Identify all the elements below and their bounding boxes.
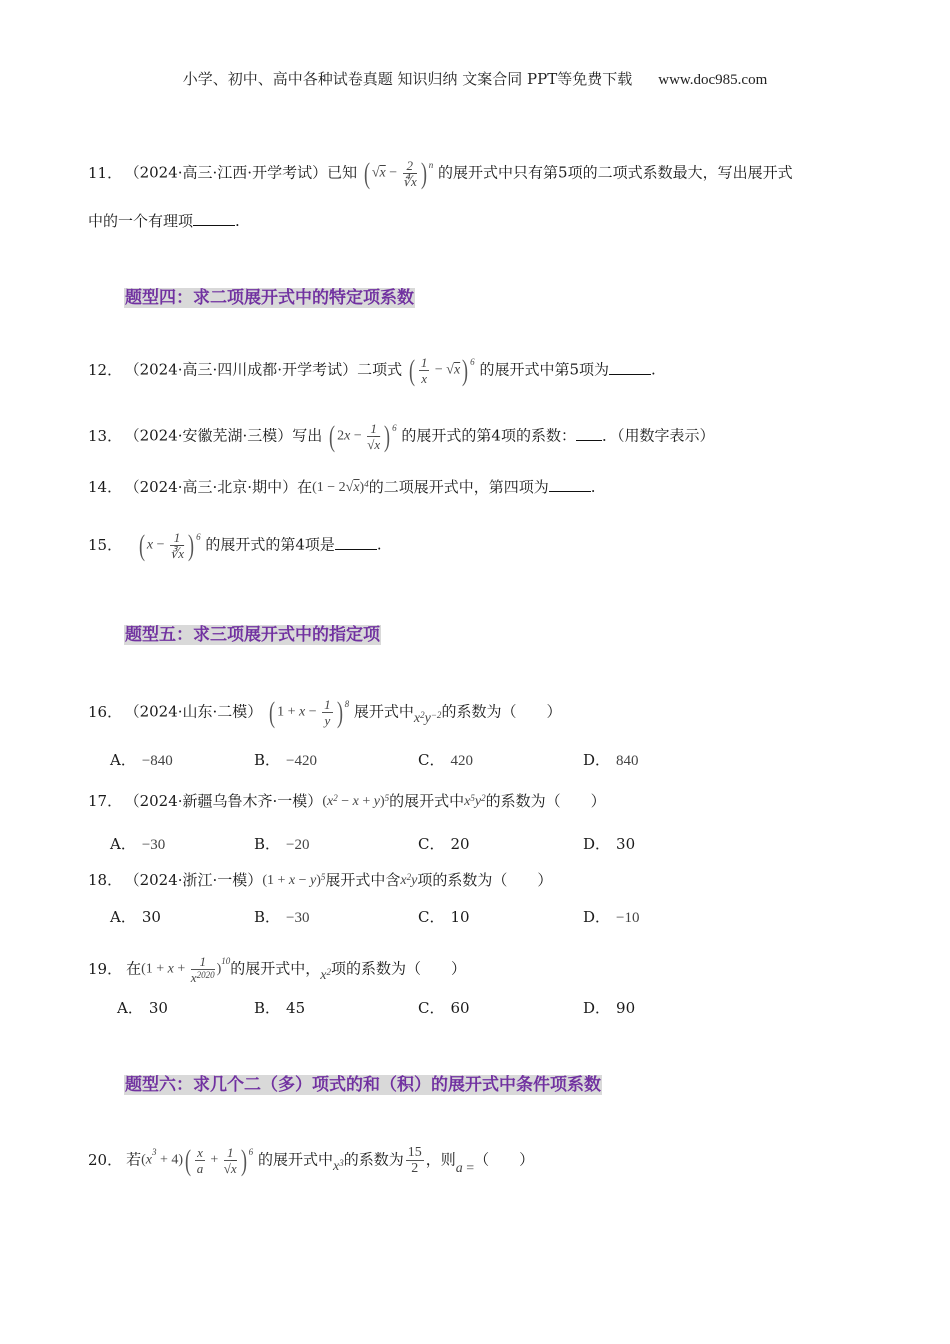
option-label: D． [583, 908, 611, 926]
header-text: 小学、初中、高中各种试卷真题 知识归纳 文案合同 PPT等免费下载 [182, 70, 633, 88]
question-20 [88, 1145, 534, 1176]
option-label: B． [254, 751, 281, 769]
question-13 [88, 421, 714, 452]
heading-text: 题型六：求几个二（多）项式的和（积）的展开式中条件项系数 [125, 1075, 601, 1095]
option-value: 10 [450, 908, 470, 926]
question-text: 展开式中 [353, 702, 414, 721]
option-label: A． [110, 751, 136, 769]
question-end: . [376, 535, 382, 554]
option-value: 420 [450, 753, 473, 769]
question-text: 的展开式中， [230, 959, 321, 978]
math-term: a = [455, 1160, 475, 1176]
question-16 [88, 697, 561, 728]
math-expression: $(x^2 - x + y)^5$ [322, 793, 390, 809]
question-source: 在 [126, 959, 142, 978]
answer-blank[interactable] [193, 211, 235, 226]
option-c[interactable] [418, 749, 473, 770]
question-end: . [235, 212, 240, 230]
question-number: 16． [88, 702, 123, 721]
question-number: 17． [88, 792, 123, 810]
question-source: （2024·山东·二模） [132, 702, 263, 721]
section-heading-4 [124, 283, 415, 308]
answer-blank[interactable] [549, 477, 591, 492]
option-label: A． [117, 999, 143, 1017]
question-source: （2024·高三·北京·期中）在 [132, 478, 313, 496]
option-value: 30 [148, 999, 168, 1017]
math-fraction: $\frac{15}{2}$ [407, 1145, 422, 1176]
question-number: 13． [88, 426, 123, 445]
option-value: 90 [616, 999, 636, 1017]
math-term: $x^5y^2$ [464, 793, 486, 809]
option-label: A． [110, 908, 136, 926]
option-b[interactable] [254, 997, 305, 1018]
page-header [0, 68, 950, 89]
math-term: $x^2y^{-2}$ [413, 709, 442, 726]
option-b[interactable] [254, 833, 310, 854]
option-value: −30 [141, 837, 166, 853]
question-text: 的展开式中 [257, 1150, 333, 1169]
question-number: 14． [88, 478, 123, 496]
math-expression: ( √x − $\frac{2}{∜\overline{x}}$ ) $^n$ [363, 156, 434, 190]
option-value: 30 [616, 835, 636, 853]
option-c[interactable] [418, 906, 470, 927]
question-end: ．（用数字表示） [601, 426, 715, 445]
math-expression: (1 + x + $\frac{1}{x^{2020}}$ )$^{10}$ [141, 954, 231, 985]
option-d[interactable] [583, 906, 640, 927]
question-source: 若 [126, 1150, 142, 1169]
math-expression: ( 2x − $\frac{1}{√x}$ ) $^6$ [329, 419, 397, 453]
question-text: 中的一个有理项 [88, 212, 194, 230]
question-number: 12． [88, 360, 123, 379]
option-c[interactable] [418, 833, 470, 854]
header-site: www.doc985.com [658, 72, 768, 88]
question-11 [88, 158, 793, 189]
question-text: 的展开式中第5项为 [479, 360, 609, 379]
option-value: 60 [450, 999, 470, 1017]
option-a[interactable] [117, 997, 168, 1018]
heading-text: 题型四：求二项展开式中的特定项系数 [125, 288, 414, 308]
question-number: 15． [88, 535, 123, 554]
question-17 [88, 790, 606, 813]
option-label: C． [418, 835, 445, 853]
math-term: $x^2$ [320, 966, 331, 983]
heading-text: 题型五：求三项展开式中的指定项 [125, 625, 380, 645]
math-expression: ( x − $\frac{1}{∛\overline{x}}$ ) $^6$ [138, 528, 201, 562]
section-heading-5 [124, 620, 381, 645]
math-term: $x^2y$ [400, 872, 418, 888]
option-value: 45 [286, 999, 306, 1017]
question-source: （2024·安徽芜湖·三模）写出 [132, 426, 323, 445]
math-expression: $(1 + x - y)^5$ [262, 872, 326, 888]
option-value: −840 [141, 753, 173, 769]
question-text: 的系数为（ ） [441, 702, 562, 721]
answer-blank[interactable] [609, 360, 651, 375]
question-text: 展开式中含 [325, 871, 401, 889]
option-c[interactable] [418, 997, 470, 1018]
section-heading-6 [124, 1070, 602, 1095]
option-d[interactable] [583, 749, 639, 770]
question-text: 项的系数为（ ） [417, 871, 553, 889]
option-value: −10 [616, 910, 640, 926]
option-label: D． [583, 751, 611, 769]
question-18 [88, 869, 552, 892]
question-text: 的系数为 [343, 1150, 404, 1169]
option-d[interactable] [583, 997, 635, 1018]
option-value: −420 [286, 753, 317, 769]
question-text: ，则 [425, 1150, 456, 1169]
answer-blank[interactable] [335, 535, 377, 550]
option-label: A． [110, 835, 136, 853]
option-value: 30 [141, 908, 161, 926]
question-11-line-2 [88, 210, 240, 232]
question-text: 的展开式中只有第5项的二项式系数最大，写出展开式 [438, 163, 793, 182]
option-a[interactable] [110, 906, 161, 927]
math-expression: ( 1 + x − $\frac{1}{y}$ ) $^8$ [269, 695, 350, 729]
question-text: 的展开式中 [389, 792, 465, 810]
math-expression: ( $\frac{1}{x}$ − √x) $^6$ [408, 353, 475, 387]
option-label: C． [418, 908, 445, 926]
math-expression: $(x^3 + 4)$( $\frac{x}{a}$ + $\frac{1}{√x}$ ) $^6$ [141, 1143, 254, 1177]
question-14 [88, 476, 596, 499]
question-source: （2024·高三·四川成都·开学考试）二项式 [132, 360, 403, 379]
option-label: B． [254, 835, 281, 853]
option-a[interactable] [110, 833, 165, 854]
question-source: （2024·高三·江西·开学考试）已知 [132, 163, 358, 182]
math-term: $x^3$ [332, 1157, 344, 1174]
question-text: 的展开式的第4项的系数： [401, 426, 576, 445]
question-text: 的系数为（ ） [485, 792, 606, 810]
option-value: 840 [616, 753, 639, 769]
question-text: （ ） [474, 1150, 535, 1169]
question-end: . [651, 360, 656, 379]
option-label: C． [418, 751, 445, 769]
option-label: D． [583, 835, 611, 853]
option-label: B． [254, 908, 281, 926]
option-label: D． [583, 999, 611, 1017]
option-label: B． [254, 999, 281, 1017]
question-number: 11． [88, 163, 123, 182]
option-b[interactable] [254, 906, 310, 927]
math-expression: $(1 - 2√x)^4$ [312, 479, 369, 495]
question-text: 项的系数为（ ） [330, 959, 466, 978]
question-number: 19． [88, 959, 123, 978]
question-number: 18． [88, 871, 123, 889]
question-number: 20． [88, 1150, 123, 1169]
question-source: （2024·新疆乌鲁木齐·一模） [132, 792, 323, 810]
option-value: −20 [286, 837, 310, 853]
option-value: −30 [286, 910, 310, 926]
question-text: 的二项展开式中，第四项为 [368, 478, 549, 496]
question-source: （2024·浙江·一模） [132, 871, 263, 889]
option-a[interactable] [110, 749, 173, 770]
question-12 [88, 355, 656, 386]
question-15 [88, 530, 382, 561]
question-19 [88, 954, 466, 985]
answer-blank[interactable] [576, 426, 602, 441]
option-value: 20 [450, 835, 470, 853]
option-d[interactable] [583, 833, 635, 854]
option-b[interactable] [254, 749, 317, 770]
question-end: . [590, 478, 596, 496]
option-label: C． [418, 999, 445, 1017]
question-text: 的展开式的第4项是 [205, 535, 335, 554]
